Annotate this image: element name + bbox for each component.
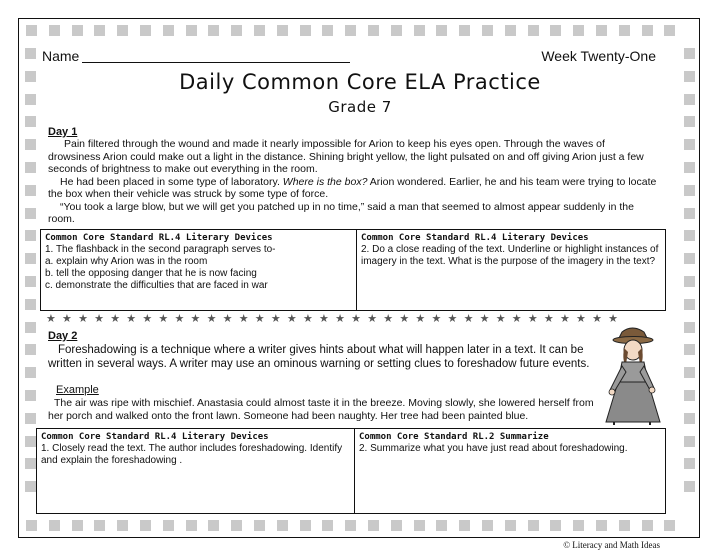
day2-q2-text: 2. Summarize what you have just read about foreshadowing. [359, 443, 628, 454]
border-square [482, 25, 493, 36]
day1-q1-option-b: b. tell the opposing danger that he is now facing [45, 268, 257, 279]
border-square [26, 25, 37, 36]
border-square [345, 520, 356, 531]
day1-question-2[interactable] [357, 230, 665, 310]
border-square [505, 25, 516, 36]
day2-question-2[interactable] [355, 429, 665, 513]
day1-question-box [40, 229, 666, 311]
star-divider: ★★★★★★★★★★★★★★★★★★★★★★★★★★★★★★★★★★★★ [46, 313, 625, 325]
border-square [72, 520, 83, 531]
border-square [619, 520, 630, 531]
day1-q1-option-a: a. explain why Arion was in the room [45, 256, 208, 267]
border-square [300, 25, 311, 36]
border-square [25, 413, 36, 424]
border-square [528, 520, 539, 531]
border-square [277, 520, 288, 531]
border-square [25, 230, 36, 241]
border-square [277, 25, 288, 36]
border-square [459, 25, 470, 36]
border-square [25, 322, 36, 333]
day1-paragraph-2: He had been placed in some type of laboratory. Where is the box? Arion wondered. Earlier, he and his team were trying to locate the box when their vehicle was struck by some type of force. [48, 175, 657, 200]
border-square [684, 230, 695, 241]
border-square [25, 185, 36, 196]
border-square [391, 520, 402, 531]
border-square [322, 25, 333, 36]
border-square [25, 458, 36, 469]
border-square [684, 208, 695, 219]
border-square [345, 25, 356, 36]
day1-paragraph-1: Pain filtered through the wound and made it nearly impossible for Arion to keep his eyes open. Through the waves of drowsiness Arion could make out a light in the distance. Shining bright yellow, the light pulsated on and off giving Arion just a few seconds of brightness to make out everything in the room. [48, 138, 644, 175]
border-square [684, 276, 695, 287]
border-square [642, 520, 653, 531]
border-square [664, 25, 675, 36]
border-square [573, 25, 584, 36]
border-square [49, 25, 60, 36]
day1-passage [48, 138, 660, 226]
border-square [25, 436, 36, 447]
border-square [684, 185, 695, 196]
border-square [322, 520, 333, 531]
day1-label: Day 1 [48, 126, 78, 138]
border-square [117, 25, 128, 36]
day1-q2-heading: Common Core Standard RL.4 Literary Devices [361, 233, 589, 243]
border-square [684, 322, 695, 333]
border-square [573, 520, 584, 531]
border-square [684, 139, 695, 150]
girl-illustration-icon [592, 326, 668, 426]
border-square [684, 413, 695, 424]
border-square [550, 25, 561, 36]
border-square [619, 25, 630, 36]
border-square [94, 25, 105, 36]
border-square [25, 276, 36, 287]
border-square [684, 458, 695, 469]
border-square [550, 520, 561, 531]
border-square [49, 520, 60, 531]
border-square [684, 344, 695, 355]
border-square [436, 520, 447, 531]
border-square [25, 116, 36, 127]
border-square [664, 520, 675, 531]
border-square [528, 25, 539, 36]
border-square [25, 162, 36, 173]
border-square [163, 520, 174, 531]
border-square [391, 25, 402, 36]
day1-q1-heading: Common Core Standard RL.4 Literary Devices [45, 233, 273, 243]
day2-question-box [36, 428, 666, 514]
border-square [208, 25, 219, 36]
page-title: Daily Common Core ELA Practice [179, 70, 541, 94]
grade-label: Grade 7 [328, 98, 392, 116]
border-square [254, 25, 265, 36]
border-square [25, 367, 36, 378]
border-square [25, 253, 36, 264]
border-square [459, 520, 470, 531]
border-square [684, 299, 695, 310]
border-square [94, 520, 105, 531]
border-square [596, 520, 607, 531]
day1-q2-text: 2. Do a close reading of the text. Underline or highlight instances of imagery in the text. What is the purpose of the imagery in the text? [361, 244, 659, 267]
border-square [186, 520, 197, 531]
name-blank-line[interactable] [82, 62, 350, 63]
border-square [26, 520, 37, 531]
day2-intro: Foreshadowing is a technique where a writer gives hints about what will happen later in a text. It can be written in several ways. A writer may use an ominous warning or setting clues to foreshadow future events. [48, 344, 590, 370]
copyright-notice: © Literacy and Math Ideas [563, 540, 660, 550]
day2-q1-heading: Common Core Standard RL.4 Literary Devices [41, 432, 269, 442]
day2-example-text: The air was ripe with mischief. Anastasia could almost taste it in the breeze. Moving slowly, she lowered herself from her porch and walked onto the front lawn. Someone had been naughty. Her tree had been painted blue. [48, 397, 594, 422]
border-square [684, 162, 695, 173]
border-square [436, 25, 447, 36]
border-square [684, 390, 695, 401]
day2-q2-heading: Common Core Standard RL.2 Summarize [359, 432, 549, 442]
border-square [208, 520, 219, 531]
border-square [684, 48, 695, 59]
day2-example-label: Example [56, 384, 99, 396]
border-square [414, 25, 425, 36]
border-square [25, 208, 36, 219]
border-square [684, 116, 695, 127]
border-square [25, 299, 36, 310]
border-square [140, 25, 151, 36]
week-label: Week Twenty-One [541, 48, 656, 64]
border-square [25, 139, 36, 150]
border-square [642, 25, 653, 36]
border-square [25, 390, 36, 401]
border-square [25, 481, 36, 492]
border-square [25, 48, 36, 59]
border-square [368, 520, 379, 531]
day1-q1-option-c: c. demonstrate the difficulties that are faced in war [45, 280, 268, 291]
day2-label: Day 2 [48, 330, 78, 342]
border-square [117, 520, 128, 531]
border-square [72, 25, 83, 36]
day1-paragraph-3: “You took a large blow, but we will get you patched up in no time,” said a man that seemed to almost appear suddenly in the room. [48, 200, 634, 225]
border-square [368, 25, 379, 36]
border-square [231, 520, 242, 531]
border-square [25, 344, 36, 355]
border-square [596, 25, 607, 36]
border-square [163, 25, 174, 36]
border-square [684, 481, 695, 492]
border-square [684, 253, 695, 264]
border-square [186, 25, 197, 36]
border-square [505, 520, 516, 531]
border-square [414, 520, 425, 531]
day2-q1-text: 1. Closely read the text. The author includes foreshadowing. Identify and explain the foreshadowing . [41, 443, 343, 466]
border-square [300, 520, 311, 531]
border-square [254, 520, 265, 531]
border-square [684, 436, 695, 447]
day2-question-1[interactable] [37, 429, 355, 513]
day1-q1-text: 1. The flashback in the second paragraph serves to- [45, 244, 276, 255]
border-square [231, 25, 242, 36]
border-square [482, 520, 493, 531]
border-square [684, 367, 695, 378]
name-label: Name [42, 48, 80, 64]
day1-question-1[interactable] [41, 230, 357, 310]
border-square [140, 520, 151, 531]
